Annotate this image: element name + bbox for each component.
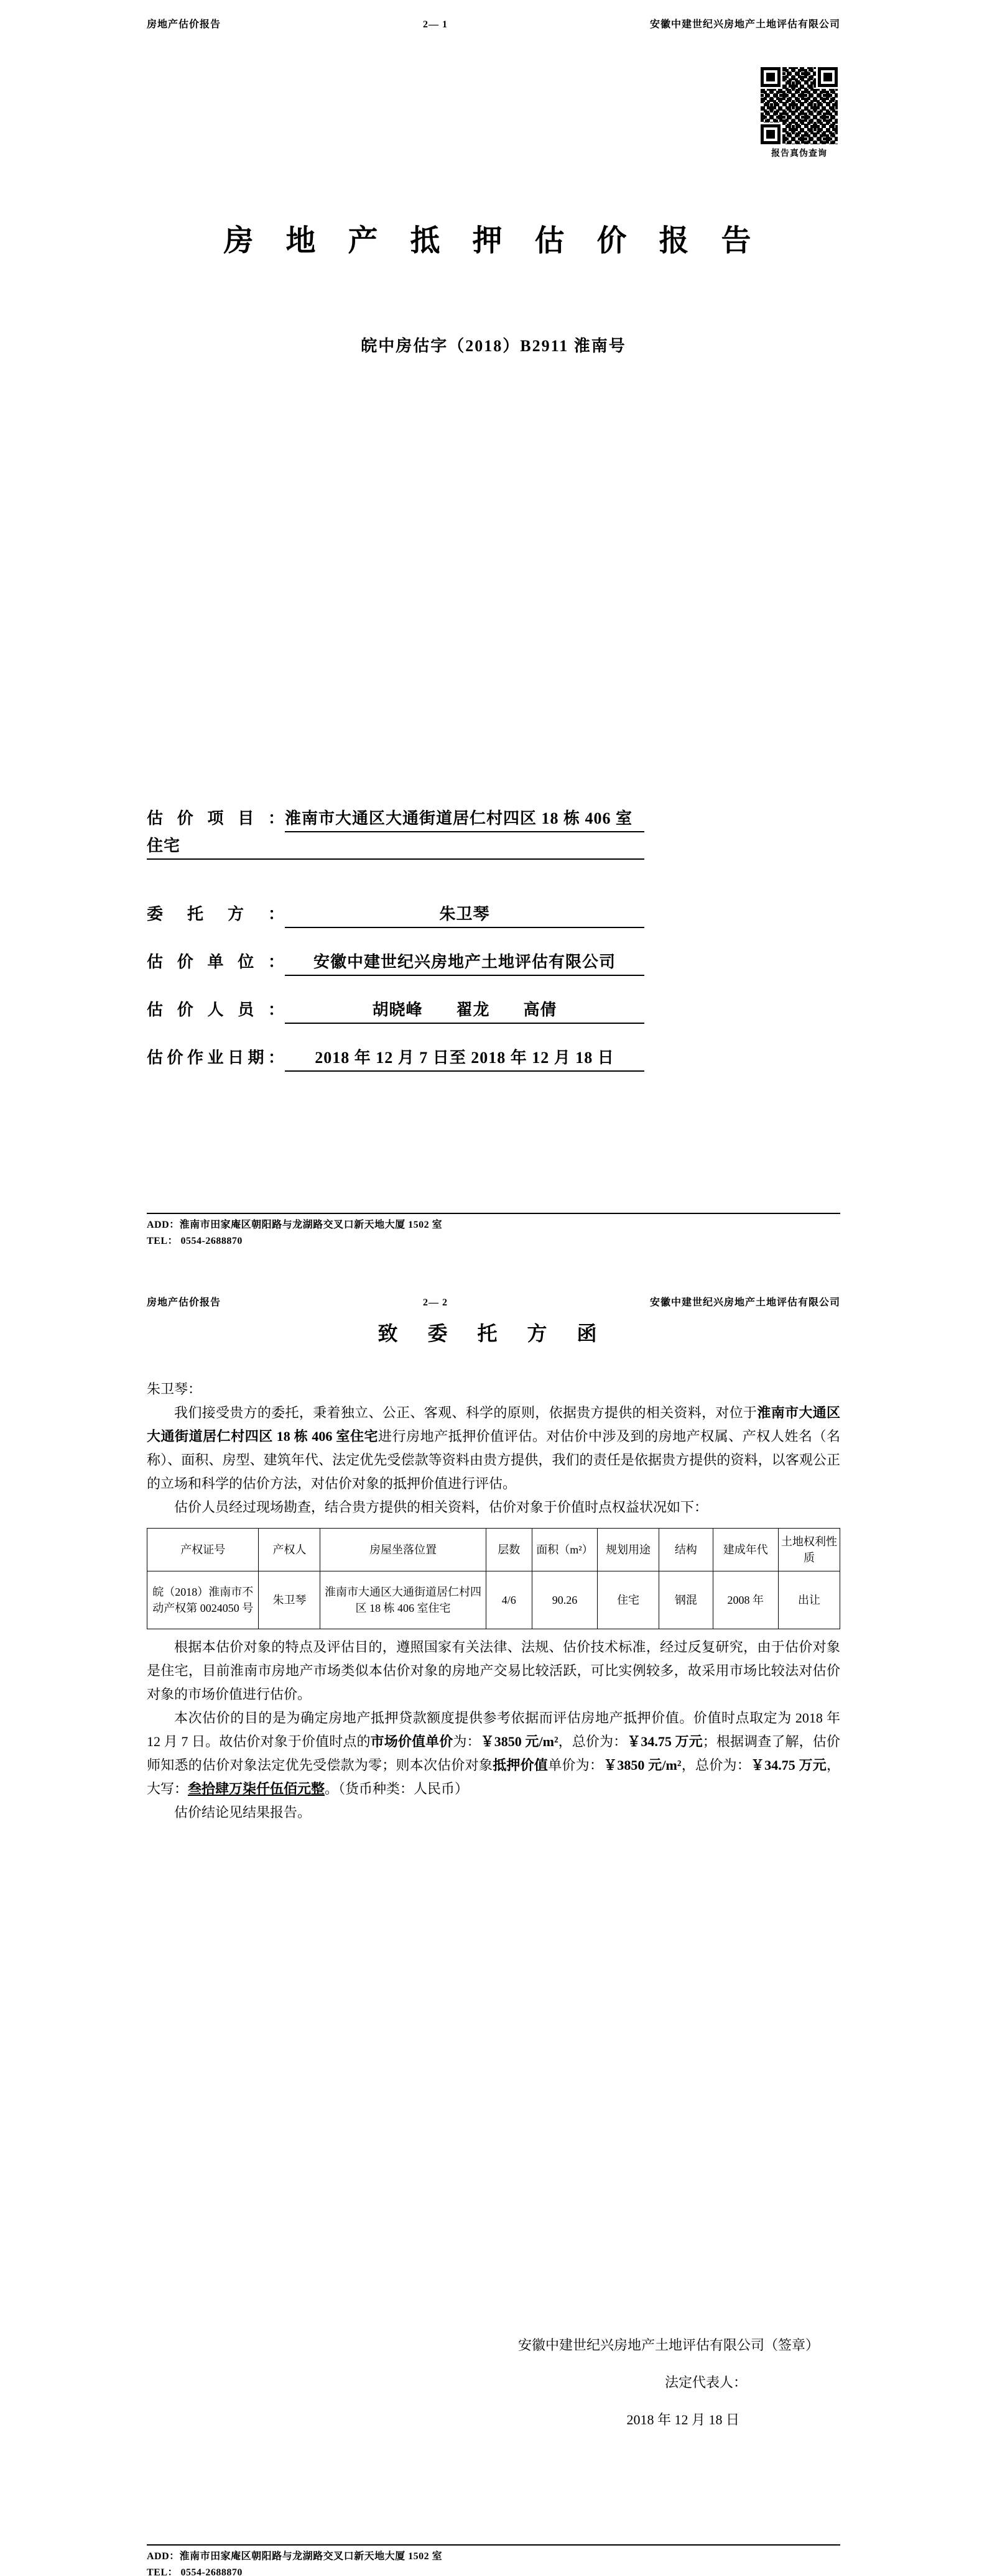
table-cell: 住宅: [598, 1571, 659, 1629]
letter-title: 致 委 托 方 函: [378, 1322, 609, 1345]
page-1: [0, 0, 987, 1278]
field-appraisers: [147, 996, 644, 1024]
qr-code: [761, 67, 838, 144]
paragraph-3: 根据本估价对象的特点及评估目的，遵照国家有关法律、法规、估价技术标准，经过反复研究，由于估价对象是住宅，目前淮南市房地产市场类似本估价对象的房地产交易比较活跃，可比实例较多，故采用市场比较法对估价对象的市场价值进行估价。: [147, 1639, 840, 1702]
field-client-label: 委托方：: [147, 905, 285, 923]
footer-address: ADD：淮南市田家庵区朝阳路与龙湖路交叉口新天地大厦 1502 室: [147, 1220, 443, 1230]
para4-text-g: ；根据调查了解，估价师知悉的估价对象法定优先受偿款为零；则本次估价对象: [147, 1734, 840, 1773]
table-cell: 90.26: [532, 1571, 597, 1629]
table-cell: 2008 年: [713, 1571, 778, 1629]
para1-text-c: 进行房地产抵押价值评估。对估价中涉及到的房地产权属、产权人姓名（名称）、面积、房型、建筑年代、法定优先受偿款等资料由贵方提供，我们的责任是依据贵方提供的资料，以客观公正的立场和科学的估价方法，对估价对象的抵押价值进行评估。: [147, 1428, 840, 1491]
field-agency: [147, 949, 644, 976]
table-cell: 朱卫琴: [259, 1571, 320, 1629]
market-total-price: ￥34.75 万元: [627, 1734, 703, 1749]
market-value-label: 市场价值单价: [370, 1734, 453, 1749]
qr-caption: 报告真伪查询: [771, 149, 827, 159]
field-work-date-value: 2018 年 12 月 7 日至 2018 年 12 月 18 日: [285, 1044, 644, 1072]
para4-text-a: 本次估价的目的是为确定房地产抵押贷款额度提供参考依据而评估房地产抵押价值。价值时点取定为 2018 年 12 月 7 日。故估价对象于价值时点的: [147, 1710, 840, 1749]
table-cell: 出让: [778, 1571, 840, 1629]
report-number: 皖中房估字（2018）B2911 淮南号: [361, 337, 626, 355]
signature-legal-rep: 法定代表人：: [664, 2375, 747, 2390]
header-company-name: 安徽中建世纪兴房地产土地评估有限公司: [649, 19, 840, 30]
table-cell: 4/6: [486, 1571, 532, 1629]
table-cell: 淮南市大通区大通街道居仁村四区 18 栋 406 室住宅: [320, 1571, 486, 1629]
header-company-name: 安徽中建世纪兴房地产土地评估有限公司: [649, 1297, 840, 1308]
header-page-number: 2— 1: [423, 19, 448, 30]
paragraph-2: 估价人员经过现场勘查，结合贵方提供的相关资料，估价对象于价值时点权益状况如下：: [174, 1499, 708, 1515]
mortgage-value-label: 抵押价值: [493, 1757, 549, 1773]
table-row: [147, 1571, 840, 1629]
paragraph-4: 本次估价的目的是为确定房地产抵押贷款额度提供参考依据而评估房地产抵押价值。价值时点取定为 2018 年 12 月 7 日。故估价对象于价值时点的市场价值单价为：￥3850 元/m²，总价为：￥34.75 万元；根据调查了解，估价师知悉的估价对象法定优先受偿款为零；则本次估价对象抵押价值单价为：￥3850 元/m²，总价为：￥34.75 万元，大写：叁拾肆万柒仟伍佰元整。（货币种类：人民币）: [147, 1710, 840, 1796]
footer-phone: TEL： 0554-2688870: [147, 1236, 243, 1246]
para1-text-a: 我们接受贵方的委托，秉着独立、公正、客观、科学的原则，依据贵方提供的相关资料，对位于: [174, 1405, 758, 1420]
table-header-cell: 产权人: [259, 1529, 320, 1571]
page-2: [0, 1278, 987, 2576]
cover-fields: [147, 805, 644, 1092]
letter-body: [147, 1378, 840, 1824]
paragraph-5: 估价结论见结果报告。: [174, 1805, 312, 1820]
table-cell: 皖（2018）淮南市不动产权第 0024050 号: [147, 1571, 259, 1629]
mortgage-unit-price: ￥3850 元/m²: [603, 1757, 682, 1773]
qr-finder-top-left: [761, 67, 781, 87]
page-footer: [147, 1213, 840, 1249]
header-doc-title: 房地产估价报告: [147, 19, 221, 30]
paragraph-1: [147, 1401, 840, 1496]
table-header-cell: 层数: [486, 1529, 532, 1571]
field-work-date-label: 估价作业日期：: [147, 1049, 285, 1067]
signature-company: 安徽中建世纪兴房地产土地评估有限公司（签章）: [517, 2337, 819, 2353]
market-unit-price: ￥3850 元/m²: [480, 1734, 558, 1749]
table-header-cell: 产权证号: [147, 1529, 259, 1571]
header-doc-title: 房地产估价报告: [147, 1297, 221, 1308]
footer-address: ADD：淮南市田家庵区朝阳路与龙湖路交叉口新天地大厦 1502 室: [147, 2551, 443, 2562]
page-header: [147, 0, 840, 30]
table-cell: 钢混: [659, 1571, 713, 1629]
para1-property-name: 淮南市大通区大通街道居仁村四区 18 栋 406 室住宅: [147, 1405, 840, 1444]
field-project: [147, 805, 644, 860]
field-client: [147, 901, 644, 928]
total-price-in-words: 叁拾肆万柒仟伍佰元整: [188, 1781, 325, 1796]
signature-date: 2018 年 12 月 18 日: [626, 2412, 739, 2427]
header-page-number: 2— 2: [423, 1297, 448, 1308]
field-appraisers-label: 估价人员：: [147, 1001, 285, 1019]
footer-phone: TEL： 0554-2688870: [147, 2567, 243, 2576]
table-header-cell: 结构: [659, 1529, 713, 1571]
salutation: 朱卫琴：: [147, 1381, 202, 1397]
report-title: 房 地 产 抵 押 估 价 报 告: [223, 224, 764, 257]
table-header-row: [147, 1529, 840, 1571]
page-header: [147, 1278, 840, 1309]
field-client-value: 朱卫琴: [285, 901, 644, 928]
field-agency-value: 安徽中建世纪兴房地产土地评估有限公司: [285, 949, 644, 976]
qr-block: [758, 67, 840, 159]
table-header-cell: 建成年代: [713, 1529, 778, 1571]
table-header-cell: 房屋坐落位置: [320, 1529, 486, 1571]
qr-finder-bottom-left: [761, 124, 781, 144]
qr-finder-top-right: [818, 67, 838, 87]
field-project-label: 估价项目：: [147, 805, 285, 832]
mortgage-total-price: ￥34.75 万元: [750, 1757, 827, 1773]
para4-text-o: 。（货币种类：人民币）: [325, 1781, 469, 1796]
field-agency-label: 估价单位：: [147, 953, 285, 971]
page-footer: [147, 2544, 840, 2576]
table-header-cell: 土地权利性质: [778, 1529, 840, 1571]
field-project-value: 淮南市大通区大通街道居仁村四区 18 栋 406 室住宅: [147, 809, 633, 855]
field-appraisers-value: 胡晓峰 翟龙 高倩: [285, 996, 644, 1024]
signature-block: [147, 2335, 840, 2429]
table-header-cell: 面积（m²）: [532, 1529, 597, 1571]
field-work-date: [147, 1044, 644, 1072]
appraisal-table: [147, 1528, 840, 1629]
table-header-cell: 规划用途: [598, 1529, 659, 1571]
